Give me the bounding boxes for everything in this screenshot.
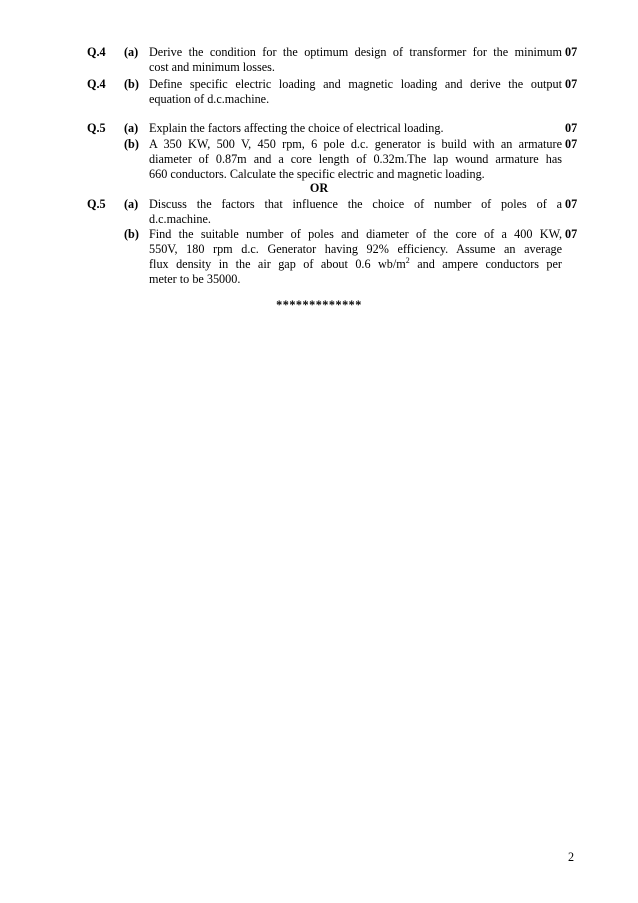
question-text (149, 197, 562, 227)
sub-label: (a) (124, 121, 139, 135)
text-line: 660 conductors. Calculate the specific electric and magnetic loading. (149, 167, 485, 181)
question-text (149, 227, 562, 287)
marks: 07 (565, 45, 578, 59)
question-number: Q.4 (87, 45, 106, 59)
question-number: Q.4 (87, 77, 106, 91)
text-line: Derive the condition for the optimum design of transformer for the minimum (149, 45, 562, 59)
text-line: 550V, 180 rpm d.c. Generator having 92% efficiency. Assume an average (149, 242, 562, 256)
sub-label: (b) (124, 137, 139, 151)
text-line: equation of d.c.machine. (149, 92, 270, 106)
question-text (149, 77, 562, 107)
text-line: cost and minimum losses. (149, 60, 275, 74)
sub-label: (a) (124, 197, 139, 211)
question-number: Q.5 (87, 121, 106, 135)
marks: 07 (565, 137, 578, 151)
text-line: meter to be 35000. (149, 272, 241, 286)
text-line: diameter of 0.87m and a core length of 0.32m.The lap wound armature has (149, 152, 562, 166)
marks: 07 (565, 197, 578, 211)
end-marker: ************* (276, 298, 362, 312)
sub-label: (b) (124, 227, 139, 241)
question-text (149, 45, 562, 75)
text-fragment: flux density in the air gap of about 0.6 wb/m (149, 257, 406, 271)
marks: 07 (565, 121, 578, 135)
superscript: 2 (405, 256, 410, 265)
text-line: Find the suitable number of poles and diameter of the core of a 400 KW, (149, 227, 562, 241)
text-line (149, 257, 562, 272)
text-line: d.c.machine. (149, 212, 211, 226)
sub-label: (a) (124, 45, 139, 59)
question-text (149, 121, 562, 136)
text-line: Define specific electric loading and magnetic loading and derive the output (149, 77, 562, 91)
sub-label: (b) (124, 77, 139, 91)
or-separator: OR (309, 181, 329, 195)
page-number: 2 (568, 850, 575, 864)
marks: 07 (565, 227, 578, 241)
text-line: Explain the factors affecting the choice of electrical loading. (149, 121, 444, 135)
text-line: A 350 KW, 500 V, 450 rpm, 6 pole d.c. generator is build with an armature (149, 137, 562, 151)
question-text (149, 137, 562, 182)
marks: 07 (565, 77, 578, 91)
text-fragment: and ampere conductors per (409, 257, 562, 271)
text-line: Discuss the factors that influence the choice of number of poles of a (149, 197, 562, 211)
question-number: Q.5 (87, 197, 106, 211)
